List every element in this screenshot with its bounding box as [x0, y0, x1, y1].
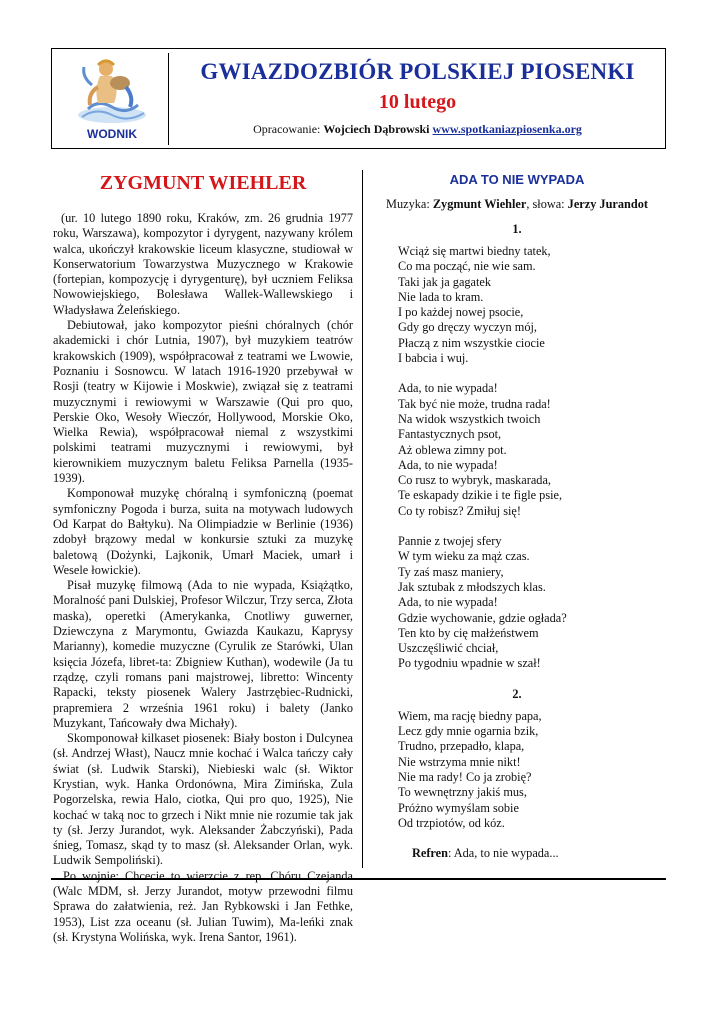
song-title: ADA TO NIE WYPADA — [449, 172, 585, 187]
lyric-line: Fantastycznych psot, — [398, 427, 502, 442]
page-header — [51, 48, 666, 149]
aquarius-logo — [56, 53, 169, 145]
verse-number: 2. — [512, 686, 522, 701]
lyric-line: To wewnętrzny jakiś mus, — [398, 785, 527, 800]
composer-name: Zygmunt Wiehler — [432, 197, 527, 211]
lyrics-stanza — [398, 534, 664, 672]
lyric-line: Co ty robisz? Zmiłuj się! — [398, 503, 521, 518]
logo-label: WODNIK — [87, 127, 137, 141]
lyric-line: Na widok wszystkich twoich — [398, 411, 541, 426]
verse-number: 1. — [512, 222, 522, 236]
words-label: , słowa: — [526, 197, 568, 211]
lyric-line: Wiem, ma rację biedny papa, — [398, 708, 542, 723]
lyrics-stanza — [398, 381, 664, 519]
aquarius-figure-icon — [68, 57, 154, 127]
refrain-text: : Ada, to nie wypada... — [447, 846, 559, 861]
biography-column — [53, 172, 353, 945]
lyric-line: Pannie z twojej sfery — [398, 534, 502, 549]
lyric-line: Co rusz to wybryk, maskarada, — [398, 473, 551, 488]
lyric-line: Ada, to nie wypada! — [398, 457, 498, 472]
biography-title: ZYGMUNT WIEHLER — [99, 172, 307, 194]
bio-paragraph: Pisał muzykę filmową (Ada to nie wypada, Książątko, Moralność pani Dulskiej, Profesor Wilczur, Trzy serca, Złota maska), operetki (Amerykanka, Cnotliwy guwerner, Dziewczyna z Marymontu, Gwiazda Kaukazu, Kaprysy Marianny), komedie muzyczne (Cyrulik ze Starówki, Ulan księcia Józefa, libret-ta: Zbigniew Kuthan), wodewile (Ja tu rządzę, czyli romans pani majstrowej, libretto: Wincenty Rapacki, teksty piosenek Walery Jastrzębiec-Rudnicki, prapremiera 2 września 1961 roku) i balety (Janko Muzykant, Tańcowały dwa Michały). — [53, 578, 353, 730]
credits-line — [170, 122, 665, 137]
lyrics-stanza — [398, 244, 664, 366]
song-column — [370, 172, 664, 861]
lyrics-stanza — [398, 709, 664, 831]
column-divider — [362, 170, 363, 868]
lyric-line: Te eskapady dzikie i te figle psie, — [398, 488, 563, 503]
refrain-label: Refren — [412, 846, 448, 861]
lyric-line: Lecz gdy mnie ogarnia bzik, — [398, 724, 539, 739]
music-label: Muzyka: — [386, 197, 433, 211]
lyric-line: Wciąż się martwi biedny tatek, — [398, 244, 551, 258]
lyric-line: Gdzie wychowanie, gdzie ogłada? — [398, 610, 567, 625]
lyric-line: Jak sztubak z młodszych klas. — [398, 579, 546, 594]
lyric-line: Co ma począć, nie wie sam. — [398, 259, 536, 274]
lyric-line: Próżno wymyślam sobie — [398, 800, 519, 815]
bio-paragraph: Komponował muzykę chóralną i symfoniczną (poemat symfoniczny Pogoda i burza, suita na motywach ludowych Od Karpat do Bałtyku). Na Olimpiadzie w Berlinie (1936) zdobył brązowy medal w konkursie sztuki za muzykę baletową (Dożynki, Lajkonik, Umarł Maciek, umarł i Wesele łowickie). — [53, 486, 353, 577]
lyric-line: W tym wieku za mąż czas. — [398, 549, 530, 564]
bio-paragraph: (ur. 10 lutego 1890 roku, Kraków, zm. 26 grudnia 1977 roku, Warszawa), kompozytor i dyrygent, nazywany królem walca, ukończył krakowskie liceum klasyczne, studiował w Konserwatorium Towarzystwa Muzycznego w Krakowie (fortepian, kompozycję i dyrygenturę), był uczniem Feliksa Nowowiejskiego, Bolesława Wallek-Wallewskiego i Władysława Żeleńskiego. — [53, 211, 353, 317]
lyric-line: Taki jak ja gagatek — [398, 274, 492, 289]
lyric-line: Nie lada to kram. — [398, 289, 484, 304]
refrain-line — [412, 846, 664, 861]
lyric-line: Ten kto by cię małżeństwem — [398, 625, 539, 640]
lyric-line: Po tygodniu wpadnie w szał! — [398, 656, 541, 671]
lyric-line: Od trzpiotów, od kóz. — [398, 815, 505, 830]
lyric-line: Ada, to nie wypada! — [398, 381, 498, 396]
page-date: 10 lutego — [378, 91, 457, 113]
song-credits — [370, 197, 664, 212]
lyric-line: Trudno, przepadło, klapa, — [398, 739, 525, 754]
lyric-line: Aż oblewa zimny pot. — [398, 442, 507, 457]
lyric-line: I babcia i wuj. — [398, 351, 469, 366]
bio-paragraph: Po wojnie: Chcecie to wierzcie z rep. Chóru Czejanda (Walc MDM, sł. Jerzy Jurandot, motyw przewodni filmu Sprawa do załatwienia, reż. Jan Rybkowski i Jan Fethke, 1953), List zza oceanu (sł. Julian Tuwim), Ma-leńki znak (sł. Krystyna Wolińska, wyk. Irena Santor, 1961). — [53, 868, 353, 944]
website-link[interactable]: www.spotkaniazpiosenka.org — [432, 122, 582, 136]
lyric-line: Nie wstrzyma mnie nikt! — [398, 754, 521, 769]
bottom-rule — [51, 878, 666, 880]
lyric-line: Płaczą z nim wszystkie ciocie — [398, 335, 545, 350]
bio-paragraph: Skomponował kilkaset piosenek: Biały boston i Dulcynea (sł. Andrzej Włast), Naucz mnie kochać i Walca tańczy cały świat (sł. Ludwik Starski), Niebieski walc (sł. Wiktor Krystian, wyk. Hanka Ordonówna, Mira Zimińska, Zula Pogorzelska, rewia Halo, ciotka, Qui pro quo, 1925), Nie kochać w taką noc to grzech i Nikt mnie nie rozumie tak jak ty (sł. Jerzy Jurandot, wyk. Aleksander Żabczyński), Pada śnieg, Tomasz, skąd ty to masz (sł. Aleksander Orlan, wyk. Ludwik Sempoliński). — [53, 731, 353, 868]
lyric-line: I po każdej nowej psocie, — [398, 305, 524, 320]
bio-paragraph: Debiutował, jako kompozytor pieśni chóralnych (chór akademicki i chór Lutnia, 1907), był muzykiem teatrów krakowskich (1909), współpracował z teatrami we Lwowie, Poznaniu i Sosnowcu. W latach 1916-1920 przebywał w Rosji (teatry w Kijowie i Moskwie), związał się z teatrami muzycznymi i rewiowymi w Warszawie (Qui pro quo, Perskie Oko, Wesoły Wieczór, Hollywood, Morskie Oko, Wielka Rewia), współpracował niemal z wszystkimi polskimi teatrami muzycznymi i rewiowymi, był kierownikiem muzycznym baletu Feliksa Parnella (1935-1939). — [53, 318, 353, 486]
page-title: GWIAZDOZBIÓR POLSKIEJ PIOSENKI — [200, 59, 635, 84]
lyric-line: Ada, to nie wypada! — [398, 595, 498, 610]
lyric-line: Tak być nie może, trudna rada! — [398, 396, 551, 411]
lyric-line: Gdy go dręczy wyczyn mój, — [398, 320, 537, 335]
lyric-line: Ty zaś masz maniery, — [398, 564, 504, 579]
lyric-line: Uszczęśliwić chciał, — [398, 641, 499, 656]
lyricist-name: Jerzy Jurandot — [567, 197, 648, 211]
credits-prefix: Opracowanie: — [253, 122, 324, 136]
credits-author: Wojciech Dąbrowski — [323, 122, 430, 136]
lyric-line: Nie ma rady! Co ja zrobię? — [398, 769, 532, 784]
